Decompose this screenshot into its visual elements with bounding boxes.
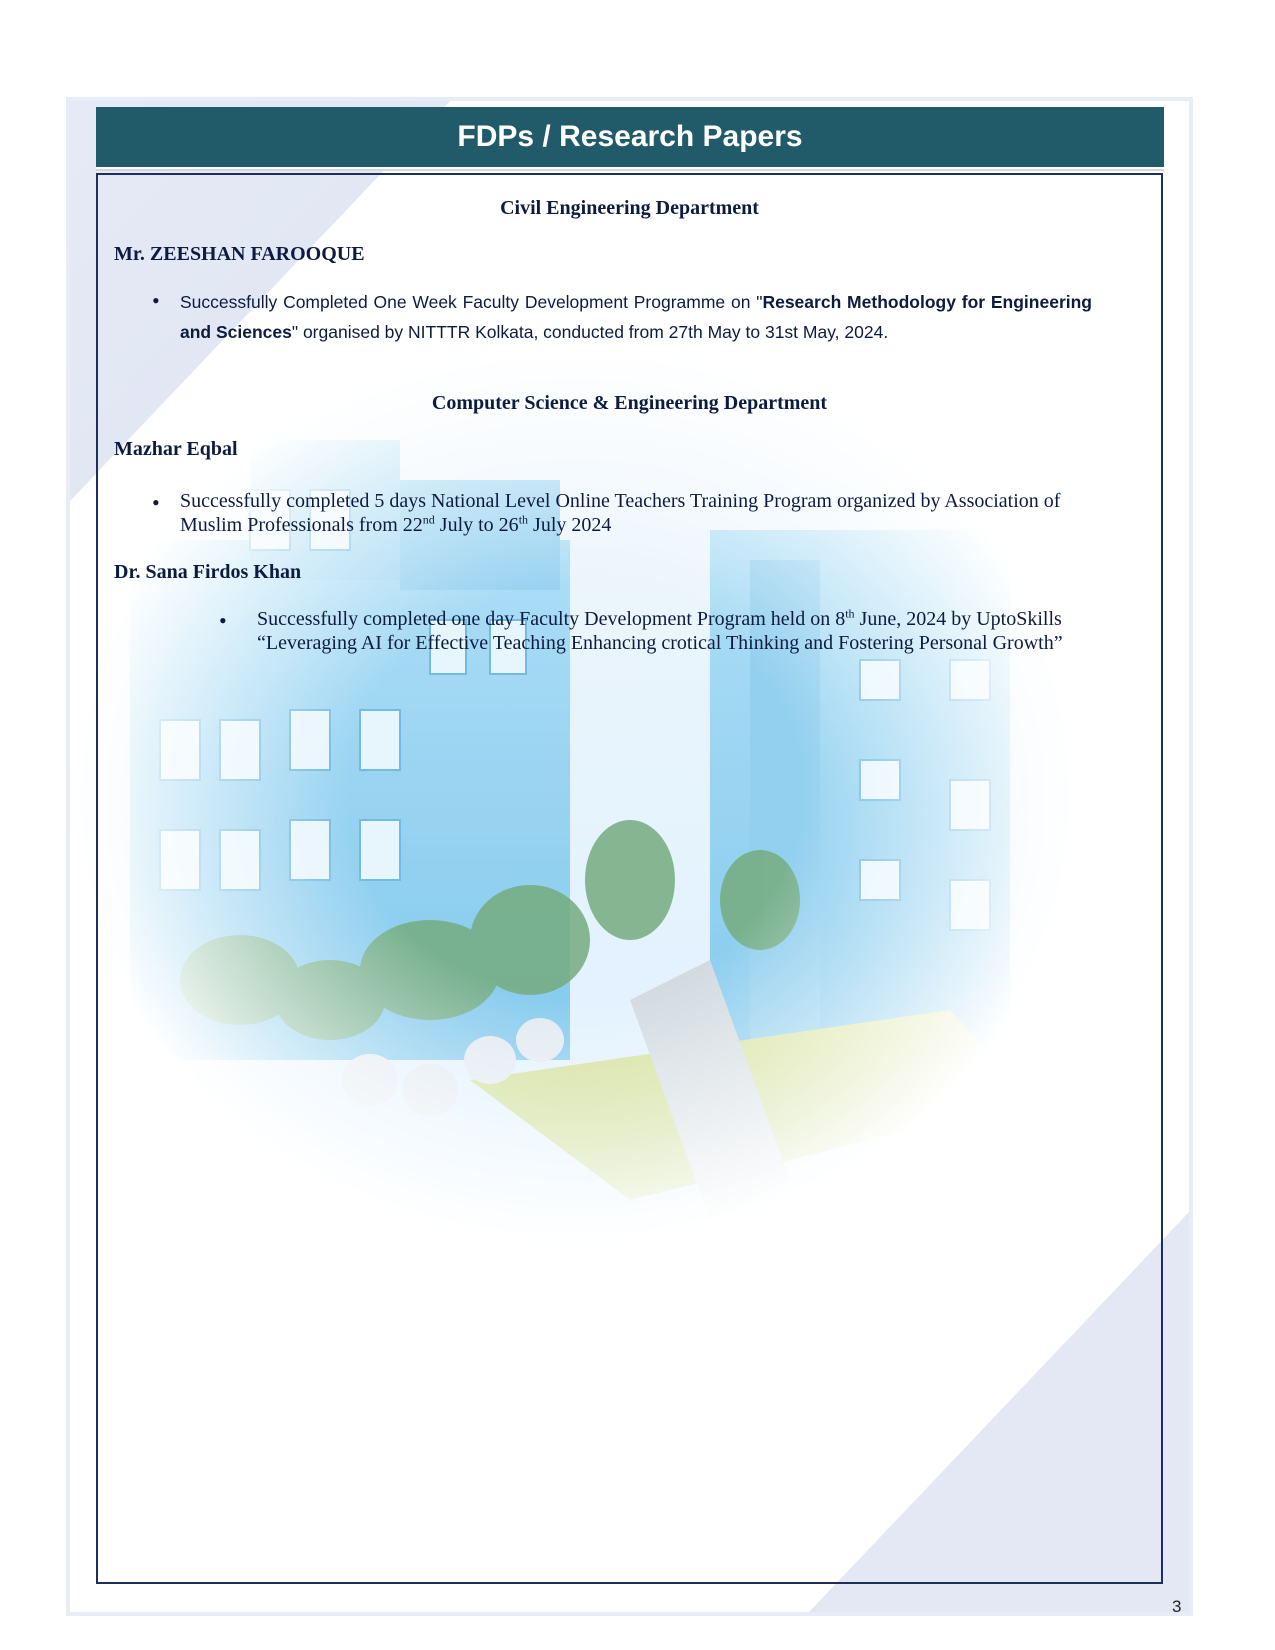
list-item-text: Successfully completed one day Faculty Development Program held on 8th June, 2024 by UptoSkills “Leveraging AI for Effective Teaching Enhancing crotical Thinking and Fostering Personal Growth”: [257, 606, 1063, 654]
content-box: [96, 173, 1163, 1584]
civil-department-heading: Civil Engineering Department: [500, 197, 759, 219]
faculty-name: Dr. Sana Firdos Khan: [114, 561, 302, 583]
page-title: FDPs / Research Papers: [96, 107, 1164, 167]
list-item-text: Successfully completed 5 days National Level Online Teachers Training Program organized by Association of Muslim Professionals from 22nd July to 26th July 2024: [180, 490, 1061, 536]
cse-department-heading: Computer Science & Engineering Department: [431, 392, 828, 414]
bullet-icon: •: [219, 608, 227, 633]
page-number: 3: [1172, 1597, 1182, 1616]
list-item: [152, 287, 1092, 351]
list-item: [219, 607, 1099, 659]
faculty-name: Mr. ZEESHAN FAROOQUE: [114, 243, 365, 265]
list-item: [152, 489, 1092, 541]
list-item-text: Successfully Completed One Week Faculty Development Programme on "Research Methodology for Engineering and Sciences" organised by NITTTR Kolkata, conducted from 27th May to 31st May, 2024.: [180, 292, 1092, 342]
bullet-icon: •: [152, 490, 160, 515]
faculty-name: Mazhar Eqbal: [114, 438, 238, 460]
bullet-icon: •: [152, 288, 160, 313]
